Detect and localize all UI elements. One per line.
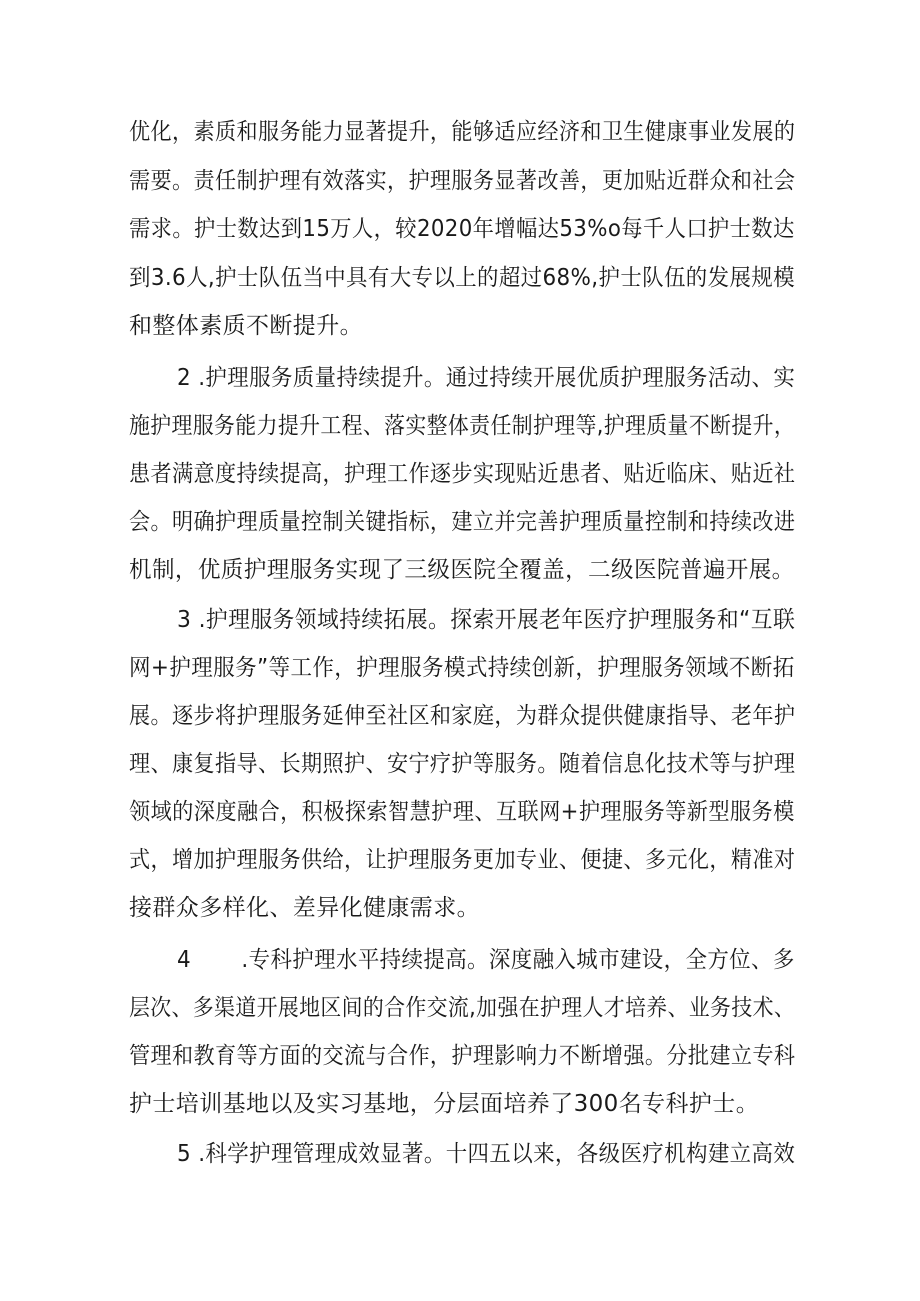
text-line: 优化，素质和服务能力显著提升，能够适应经济和卫生健康事业发展的 (129, 119, 796, 145)
text-line: 会。明确护理质量控制关键指标，建立并完善护理质量控制和持续改进 (129, 509, 796, 535)
text-line: 理、康复指导、长期照护、安宁疗护等服务。随着信息化技术等与护理 (129, 751, 796, 777)
text-line: 5 .科学护理管理成效显著。十四五以来，各级医疗机构建立高效 (177, 1141, 796, 1167)
text-line: 需求。护士数达到15万人，较2020年增幅达53%o每千人口护士数达 (129, 216, 795, 242)
text-line: 施护理服务能力提升工程、落实整体责任制护理等,护理质量不断提升， (129, 413, 796, 439)
text-line: 机制，优质护理服务实现了三级医院全覆盖，二级医院普遍开展。 (129, 557, 795, 583)
text-line: 护士培训基地以及实习基地，分层面培养了300名专科护士。 (129, 1091, 760, 1117)
text-line: 管理和教育等方面的交流与合作，护理影响力不断增强。分批建立专科 (129, 1043, 796, 1069)
text-line: 层次、多渠道开展地区间的合作交流,加强在护理人才培养、业务技术、 (129, 995, 796, 1021)
text-line: 需要。责任制护理有效落实，护理服务显著改善，更加贴近群众和社会 (129, 168, 796, 194)
text-line: 接群众多样化、差异化健康需求。 (129, 895, 480, 921)
text-line: 和整体素质不断提升。 (129, 313, 363, 339)
text-line: 领域的深度融合，积极探索智慧护理、互联网+护理服务等新型服务模 (129, 799, 795, 825)
text-line: 3 .护理服务领域持续拓展。探索开展老年医疗护理服务和“互联 (177, 607, 796, 633)
text-line: 患者满意度持续提高，护理工作逐步实现贴近患者、贴近临床、贴近社 (129, 461, 796, 487)
text-line: 式，增加护理服务供给，让护理服务更加专业、便捷、多元化，精准对 (129, 847, 796, 873)
text-line: 2 .护理服务质量持续提升。通过持续开展优质护理服务活动、实 (177, 365, 796, 391)
text-line: 到3.6人,护士队伍当中具有大专以上的超过68%,护士队伍的发展规模 (129, 265, 795, 291)
text-line: 4 .专科护理水平持续提高。深度融入城市建设，全方位、多 (177, 947, 795, 973)
text-line: 网+护理服务”等工作，护理服务模式持续创新，护理服务领域不断拓 (129, 655, 795, 681)
text-line: 展。逐步将护理服务延伸至社区和家庭，为群众提供健康指导、老年护 (129, 703, 796, 729)
